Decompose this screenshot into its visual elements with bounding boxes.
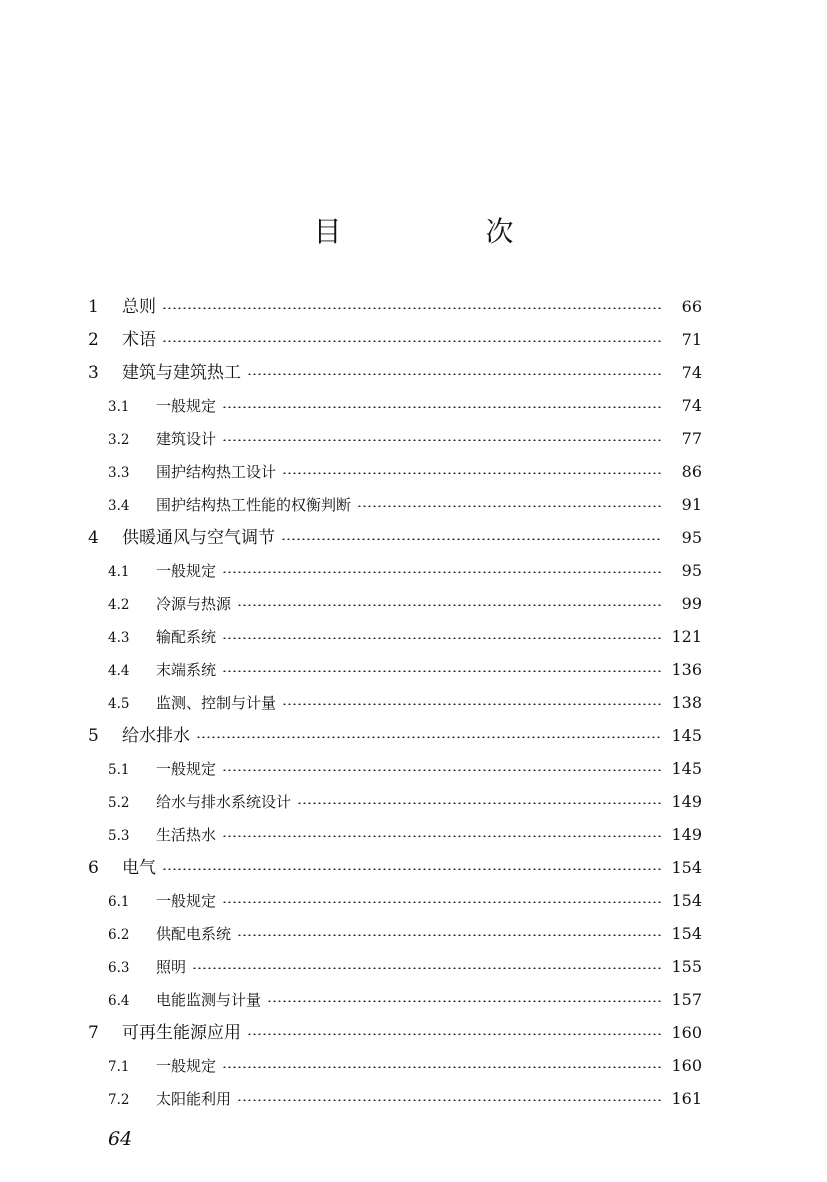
entry-number: 4.1 [108,564,130,580]
entry-number: 7 [88,1023,99,1043]
dot-leader [196,736,662,738]
toc-chapter-entry[interactable] [88,323,702,356]
entry-label: 一般规定 [156,562,217,580]
dot-leader [222,571,662,573]
dot-leader [162,868,662,870]
toc-chapter-entry[interactable] [88,356,702,389]
toc-chapter-entry[interactable] [88,851,702,884]
entry-page-number: 74 [681,363,702,382]
entry-page-number: 66 [681,297,702,316]
entry-number: 3.3 [108,465,130,481]
toc-section-entry[interactable] [88,785,702,818]
toc-chapter-entry[interactable] [88,1016,702,1049]
toc-section-entry[interactable] [88,950,702,983]
dot-leader [192,967,662,969]
entry-label: 给水与排水系统设计 [156,793,292,811]
entry-number: 3.2 [108,432,130,448]
dot-leader [162,340,662,342]
toc-title: 目 次 [313,215,572,248]
entry-label: 一般规定 [156,1057,217,1075]
dot-leader [222,670,662,672]
toc-section-entry[interactable] [88,983,702,1016]
toc-section-entry[interactable] [88,818,702,851]
entry-page-number: 145 [671,726,702,745]
entry-number: 2 [88,330,99,350]
entry-number: 7.2 [108,1092,130,1108]
dot-leader [281,538,662,540]
toc-section-entry[interactable] [88,686,702,719]
entry-number: 7.1 [108,1059,130,1075]
entry-label: 供暖通风与空气调节 [122,528,275,548]
entry-label: 末端系统 [156,661,217,679]
entry-number: 4 [88,528,99,548]
entry-number: 6.3 [108,960,130,976]
entry-label: 术语 [122,330,156,350]
entry-page-number: 99 [681,594,702,613]
entry-number: 4.5 [108,696,130,712]
entry-page-number: 145 [671,759,702,778]
entry-page-number: 160 [671,1056,702,1075]
toc-section-entry[interactable] [88,554,702,587]
table-of-contents [88,290,702,1115]
dot-leader [222,439,662,441]
entry-page-number: 74 [681,396,702,415]
dot-leader [282,472,662,474]
entry-label: 监测、控制与计量 [156,694,277,712]
entry-number: 6.1 [108,894,130,910]
entry-label: 建筑设计 [156,430,217,448]
entry-page-number: 138 [671,693,702,712]
entry-page-number: 71 [681,330,702,349]
entry-label: 电气 [122,858,156,878]
dot-leader [357,505,662,507]
entry-page-number: 154 [671,924,702,943]
entry-label: 总则 [122,297,156,317]
dot-leader [222,637,662,639]
entry-page-number: 149 [671,792,702,811]
toc-chapter-entry[interactable] [88,521,702,554]
entry-number: 3.4 [108,498,130,514]
toc-section-entry[interactable] [88,752,702,785]
dot-leader [237,934,662,936]
entry-number: 3.1 [108,399,130,415]
entry-number: 5.1 [108,762,130,778]
dot-leader [247,1033,662,1035]
toc-section-entry[interactable] [88,587,702,620]
dot-leader [237,604,662,606]
entry-label: 一般规定 [156,397,217,415]
entry-label: 生活热水 [156,826,217,844]
dot-leader [222,769,662,771]
toc-section-entry[interactable] [88,1082,702,1115]
dot-leader [247,373,662,375]
entry-number: 3 [88,363,99,383]
dot-leader [282,703,662,705]
entry-label: 建筑与建筑热工 [122,363,241,383]
entry-label: 冷源与热源 [156,595,232,613]
dot-leader [222,1066,662,1068]
entry-label: 电能监测与计量 [156,991,262,1009]
entry-page-number: 149 [671,825,702,844]
entry-label: 可再生能源应用 [122,1023,241,1043]
entry-label: 照明 [156,958,187,976]
dot-leader [162,307,662,309]
toc-section-entry[interactable] [88,884,702,917]
entry-page-number: 157 [671,990,702,1009]
entry-page-number: 154 [671,858,702,877]
entry-label: 输配系统 [156,628,217,646]
dot-leader [222,901,662,903]
toc-section-entry[interactable] [88,620,702,653]
entry-page-number: 91 [681,495,702,514]
toc-section-entry[interactable] [88,389,702,422]
entry-label: 太阳能利用 [156,1090,232,1108]
entry-label: 一般规定 [156,760,217,778]
entry-label: 给水排水 [122,726,190,746]
toc-section-entry[interactable] [88,1049,702,1082]
entry-number: 4.3 [108,630,130,646]
entry-page-number: 160 [671,1023,702,1042]
entry-label: 一般规定 [156,892,217,910]
entry-page-number: 86 [681,462,702,481]
toc-section-entry[interactable] [88,422,702,455]
entry-page-number: 154 [671,891,702,910]
dot-leader [267,1000,662,1002]
entry-label: 围护结构热工性能的权衡判断 [156,496,352,514]
dot-leader [222,835,662,837]
toc-chapter-entry[interactable] [88,719,702,752]
entry-page-number: 95 [681,528,702,547]
toc-section-entry[interactable] [88,653,702,686]
entry-label: 供配电系统 [156,925,232,943]
entry-page-number: 155 [671,957,702,976]
entry-number: 6 [88,858,99,878]
entry-number: 4.4 [108,663,130,679]
entry-page-number: 161 [671,1089,702,1108]
entry-label: 围护结构热工设计 [156,463,277,481]
entry-number: 4.2 [108,597,130,613]
entry-number: 5.3 [108,828,130,844]
entry-number: 1 [88,297,99,317]
toc-section-entry[interactable] [88,455,702,488]
entry-page-number: 95 [681,561,702,580]
dot-leader [222,406,662,408]
entry-page-number: 77 [681,429,702,448]
toc-section-entry[interactable] [88,917,702,950]
page-number: 64 [108,1128,133,1150]
dot-leader [237,1099,662,1101]
dot-leader [297,802,662,804]
toc-section-entry[interactable] [88,488,702,521]
entry-number: 6.2 [108,927,130,943]
entry-page-number: 121 [671,627,702,646]
entry-number: 5 [88,726,99,746]
toc-chapter-entry[interactable] [88,290,702,323]
entry-page-number: 136 [671,660,702,679]
entry-number: 6.4 [108,993,130,1009]
entry-number: 5.2 [108,795,130,811]
